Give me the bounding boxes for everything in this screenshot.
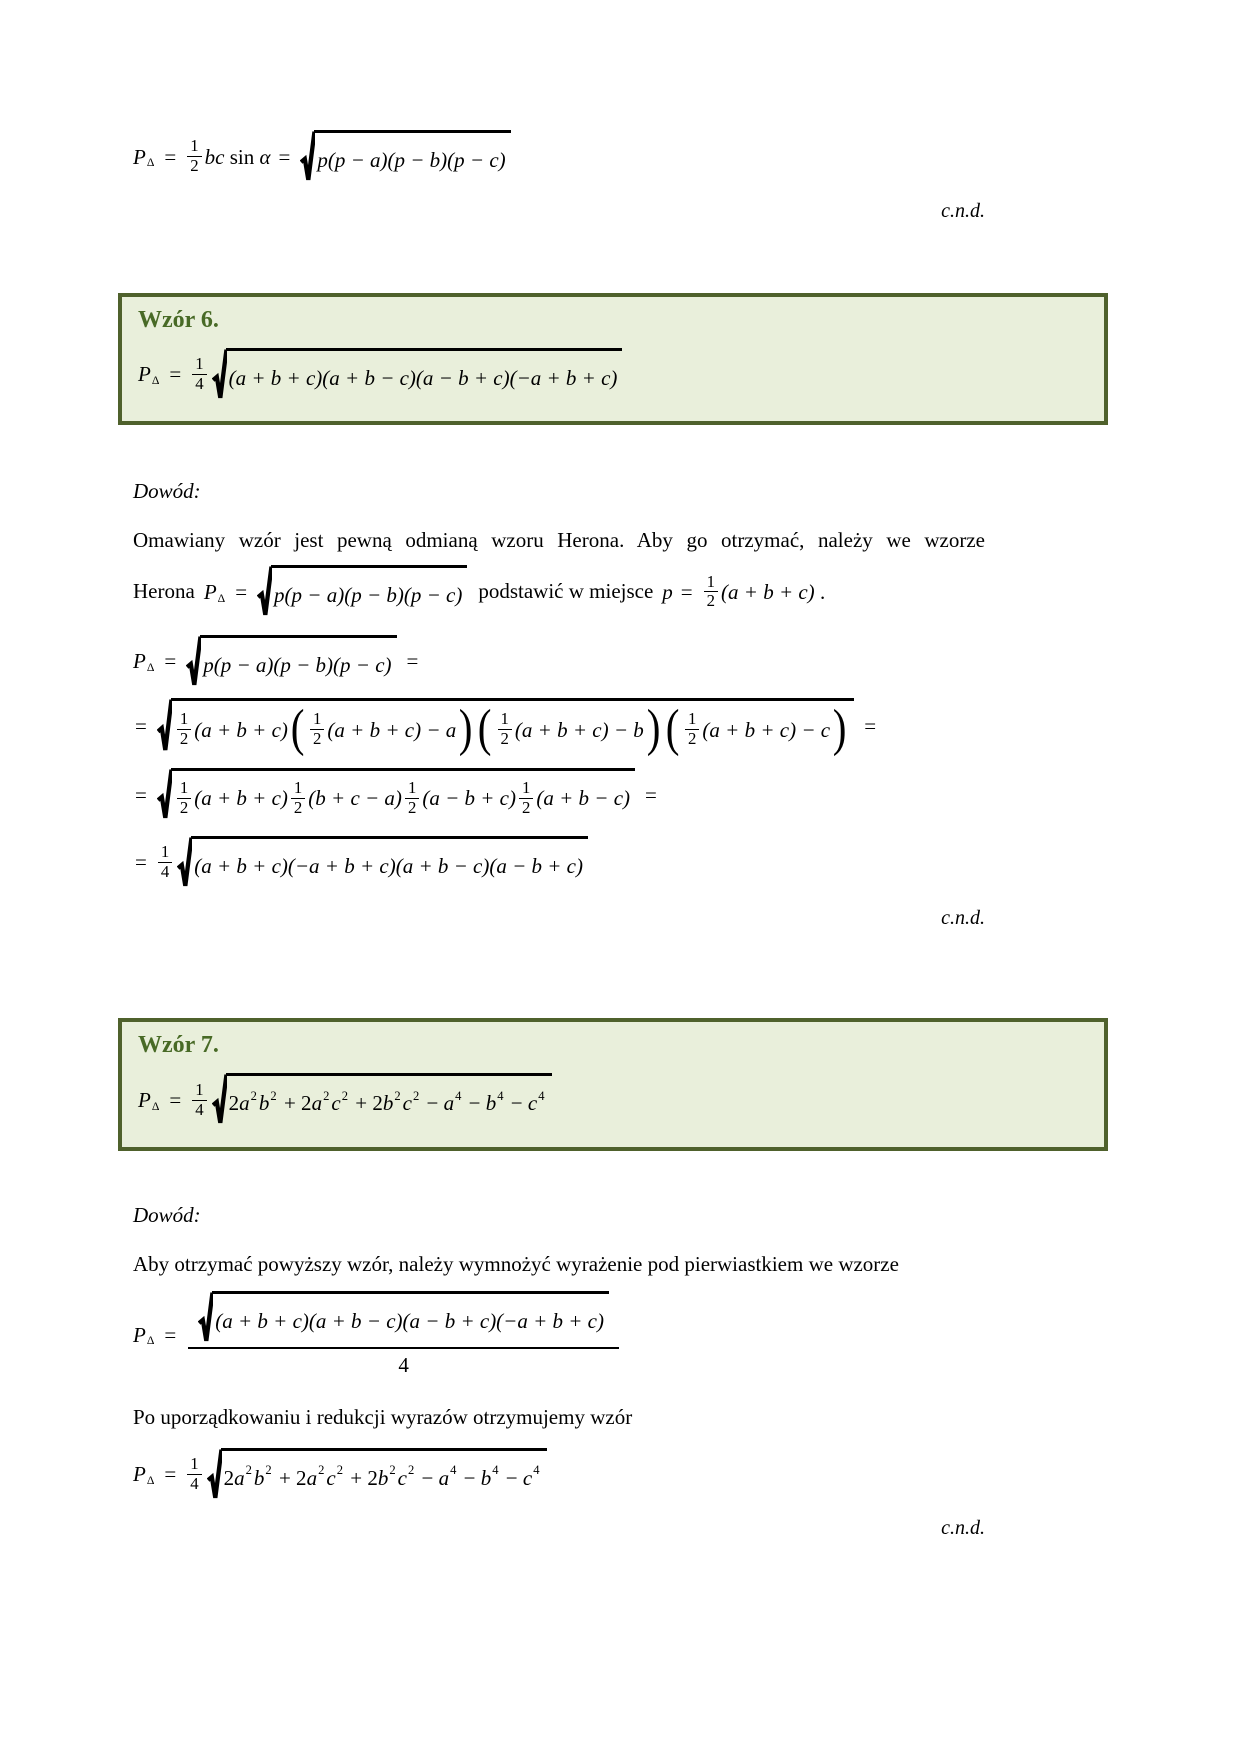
math-mi: (a + b + c) [194, 786, 288, 811]
math-ffrac [188, 1291, 619, 1379]
math-msup: 2 [341, 1088, 348, 1103]
math-msup: 2 [270, 1088, 277, 1103]
math-rm: 2 [228, 1091, 240, 1116]
math-msup: 2 [412, 1088, 420, 1103]
math-ff-d [188, 1347, 619, 1378]
math-rm: − [421, 1091, 444, 1116]
math-mi: (a + b + c) − b [514, 717, 644, 742]
math-frac [310, 710, 324, 749]
math-fr-d: 2 [704, 591, 718, 611]
math-frac [498, 710, 512, 749]
wzor7-box [118, 1018, 1108, 1151]
math-rm: sin [224, 144, 260, 169]
radical-icon [207, 1448, 222, 1502]
math-mi: (a − b + c) [422, 786, 516, 811]
math-fr-n: 1 [160, 842, 170, 862]
math-sqrt-body [191, 836, 588, 890]
math-fr-d: 2 [187, 156, 201, 176]
math-mi: c [326, 1465, 336, 1490]
math-mi: α [259, 144, 271, 169]
math-rm: − [463, 1091, 486, 1116]
math-msup: 4 [455, 1088, 462, 1103]
math-bigp: ) [646, 700, 661, 758]
radical-icon [257, 565, 272, 619]
radical-icon [198, 1291, 213, 1345]
math-frac [177, 779, 191, 818]
math-rm: . [814, 579, 826, 604]
math-fr-n: 1 [195, 1079, 204, 1099]
radical-icon [186, 635, 201, 689]
math-msup: 2 [265, 1463, 272, 1478]
math-bigp: ) [458, 700, 473, 758]
math-meq: = [645, 782, 657, 807]
math-rm: − [505, 1091, 528, 1116]
math-frac [192, 1081, 206, 1120]
math-mi: c [527, 1091, 538, 1116]
math-fr-d: 2 [519, 798, 533, 818]
math-fr-d: 2 [685, 729, 699, 749]
math-msup: 2 [389, 1463, 396, 1478]
math-fr-n: 1 [190, 1454, 199, 1474]
math-meq: = [164, 649, 177, 674]
math-mi: (a + b + c) − c [702, 717, 831, 742]
paragraph-omawiany: Omawiany wzór jest pewną odmianą wzoru Herona. Aby go otrzymać, należy we wzorze [133, 528, 985, 553]
math-rm: − [500, 1465, 523, 1490]
math-fr-d: 4 [192, 374, 206, 394]
math-mi: a [438, 1465, 450, 1490]
math-meq: = [164, 144, 177, 169]
math-fr-n: 1 [293, 778, 303, 798]
math-fr-n: 1 [407, 778, 417, 798]
math-mi: p(p − a)(p − b)(p − c) [274, 583, 463, 608]
math-sqrt [186, 635, 396, 689]
math-sqrt-body [226, 1073, 552, 1127]
math-rm: 4 [398, 1353, 409, 1378]
math-mi: b [480, 1465, 492, 1490]
math-meq: = [169, 362, 182, 387]
math-ff-n [188, 1291, 619, 1348]
math-fr-n: 1 [195, 354, 204, 374]
radical-icon [212, 1073, 227, 1127]
math-mi: b [377, 1465, 389, 1490]
math-msup: 2 [318, 1463, 325, 1478]
dowod-label-1: Dowód: [133, 479, 201, 504]
math-bigp: ) [832, 700, 847, 758]
math-fr-d: 2 [310, 729, 324, 749]
math-meq: = [680, 579, 693, 604]
math-msub: Δ [146, 661, 155, 675]
math-msup: 2 [407, 1463, 415, 1478]
math-msup: 4 [450, 1463, 457, 1478]
paragraph-aby: Aby otrzymać powyższy wzór, należy wymnożyć wyrażenie pod pierwiastkiem we wzorze [133, 1251, 899, 1276]
math-mi: c [522, 1465, 533, 1490]
math-meq: = [164, 1462, 177, 1487]
podstawic-text: podstawić w miejsce [478, 579, 654, 604]
math-frac [519, 779, 533, 818]
formula-final [133, 1448, 1123, 1502]
math-mi: (a + b + c) − a [327, 717, 457, 742]
math-msup: 2 [336, 1463, 343, 1478]
math-mi: b [253, 1465, 265, 1490]
formula-wzor6 [138, 348, 1088, 402]
math-fr-n: 1 [521, 778, 531, 798]
math-msub: Δ [146, 1474, 155, 1488]
formula-heron-sin [133, 130, 1123, 184]
radical-icon [177, 836, 192, 890]
math-fr-n: 1 [500, 709, 509, 729]
math-msup: 2 [250, 1088, 257, 1103]
herona-prefix-text: Herona [133, 579, 195, 604]
math-msup: 4 [538, 1088, 545, 1103]
wzor6-title: Wzór 6. [138, 306, 219, 333]
math-bigp: ( [478, 700, 492, 758]
math-sqrt-body [171, 768, 635, 822]
radical-icon [157, 768, 172, 822]
math-mi: a [234, 1465, 245, 1490]
cnd-label-2: c.n.d. [941, 907, 985, 930]
math-mi: a [306, 1465, 318, 1490]
math-fr-n: 1 [179, 709, 189, 729]
math-sqrt-body [221, 1448, 547, 1502]
math-mi: c [331, 1091, 341, 1116]
math-meq: = [164, 1322, 177, 1347]
formula-p-def [662, 573, 825, 612]
math-sqrt [207, 1448, 547, 1502]
math-mi: c [397, 1465, 407, 1490]
math-frac [685, 710, 699, 749]
math-fr-d: 2 [498, 729, 512, 749]
math-fr-d: 4 [158, 862, 172, 882]
math-sqrt [300, 130, 510, 184]
math-mi: a [443, 1091, 455, 1116]
math-mi: b [485, 1091, 497, 1116]
math-fr-d: 4 [192, 1100, 206, 1120]
math-fr-n: 1 [706, 571, 716, 591]
math-frac [192, 355, 206, 394]
math-mi: p [662, 579, 673, 604]
math-sqrt-body [271, 565, 467, 619]
math-msup: 4 [492, 1463, 499, 1478]
math-msub: Δ [151, 1099, 160, 1113]
math-mi: P [133, 649, 146, 674]
math-meq: = [135, 850, 147, 875]
wzor6-box [118, 293, 1108, 426]
math-mi: a [239, 1091, 250, 1116]
math-rm: − [416, 1465, 439, 1490]
radical-icon [300, 130, 315, 184]
math-msup: 4 [533, 1463, 540, 1478]
math-fr-n: 1 [179, 778, 189, 798]
math-mi: (a + b + c) [194, 717, 288, 742]
math-meq: = [135, 782, 147, 807]
math-fr-d: 2 [177, 729, 191, 749]
math-sqrt [198, 1291, 609, 1345]
math-sqrt [177, 836, 588, 890]
math-fr-d: 2 [291, 798, 305, 818]
math-sqrt-body [200, 635, 396, 689]
math-mi: (a + b + c)(a + b − c)(a − b + c)(−a + b + c) [215, 1308, 605, 1333]
math-msup: 2 [323, 1088, 330, 1103]
math-mi: (a + b − c) [536, 786, 631, 811]
math-mi: b [382, 1091, 394, 1116]
math-fr-n: 1 [190, 136, 199, 156]
math-fr-n: 1 [688, 709, 697, 729]
math-msub: Δ [217, 591, 226, 605]
math-mi: P [138, 1087, 151, 1112]
formula-sqrt-over-4 [133, 1291, 1123, 1379]
math-sqrt-body [212, 1291, 609, 1345]
math-frac [405, 779, 419, 818]
math-frac [291, 779, 305, 818]
math-msub: Δ [146, 1334, 155, 1348]
math-fr-d: 2 [405, 798, 419, 818]
math-msub: Δ [146, 156, 155, 170]
math-fr-d: 2 [177, 798, 191, 818]
math-sqrt [212, 1073, 552, 1127]
math-sqrt [157, 698, 854, 758]
math-mi: (b + c − a) [308, 786, 402, 811]
math-bigp: ( [290, 700, 305, 758]
cnd-label-3: c.n.d. [941, 1517, 985, 1540]
math-meq: = [406, 649, 419, 674]
math-fr-n: 1 [313, 709, 322, 729]
math-rm: + 2 [273, 1465, 307, 1490]
math-meq: = [135, 714, 147, 739]
math-sqrt [257, 565, 467, 619]
math-frac [187, 1455, 201, 1494]
math-mi: c [402, 1091, 412, 1116]
math-msup: 2 [245, 1463, 252, 1478]
formula-wzor7 [138, 1073, 1088, 1127]
math-meq: = [278, 144, 291, 169]
math-frac [704, 573, 718, 612]
math-mi: p(p − a)(p − b)(p − c) [203, 652, 392, 677]
math-mi: (a + b + c)(−a + b + c)(a + b − c)(a − b + c) [194, 853, 584, 878]
math-mi: b [258, 1091, 270, 1116]
math-mi: P [133, 144, 146, 169]
math-meq: = [169, 1087, 182, 1112]
math-msup: 2 [394, 1088, 401, 1103]
math-mi: P [133, 1462, 146, 1487]
math-sqrt [212, 348, 623, 402]
paragraph-po: Po uporządkowaniu i redukcji wyrazów otrzymujemy wzór [133, 1404, 633, 1429]
radical-icon [212, 348, 227, 402]
math-rm: 2 [223, 1465, 235, 1490]
radical-icon [157, 698, 172, 754]
math-frac [177, 710, 191, 749]
formula-heron-inline [204, 565, 470, 619]
math-sqrt-body [171, 698, 854, 758]
math-mi: P [203, 579, 217, 604]
math-rm: + 2 [278, 1091, 312, 1116]
math-rm: + 2 [344, 1465, 378, 1490]
math-sqrt-body [226, 348, 623, 402]
formula-derivation-3 [133, 768, 1123, 822]
math-mi: p(p − a)(p − b)(p − c) [317, 148, 506, 173]
math-meq: = [864, 714, 877, 739]
math-mi: P [138, 362, 151, 387]
formula-derivation-1 [133, 635, 1123, 689]
math-mi: a [311, 1091, 323, 1116]
math-fr-d: 4 [187, 1474, 201, 1494]
math-sqrt [157, 768, 635, 822]
math-rm: + 2 [349, 1091, 383, 1116]
math-sqrt-body [314, 130, 510, 184]
wzor7-title: Wzór 7. [138, 1032, 219, 1059]
math-msub: Δ [151, 374, 160, 388]
math-meq: = [235, 579, 248, 604]
math-bigp: ( [665, 700, 680, 758]
dowod-label-2: Dowód: [133, 1202, 201, 1227]
math-mi: (a + b + c)(a + b − c)(a − b + c)(−a + b + c) [228, 365, 618, 390]
math-mi: P [133, 1322, 146, 1347]
math-mi: bc [204, 144, 225, 169]
paragraph-herona-line [133, 565, 1123, 619]
math-mi: (a + b + c) [721, 579, 815, 604]
math-frac [187, 137, 201, 176]
formula-derivation-4 [133, 836, 1123, 890]
cnd-label-1: c.n.d. [941, 199, 985, 222]
math-frac [158, 843, 172, 882]
formula-derivation-2 [133, 698, 1123, 758]
math-msup: 4 [497, 1088, 504, 1103]
math-rm: − [458, 1465, 481, 1490]
